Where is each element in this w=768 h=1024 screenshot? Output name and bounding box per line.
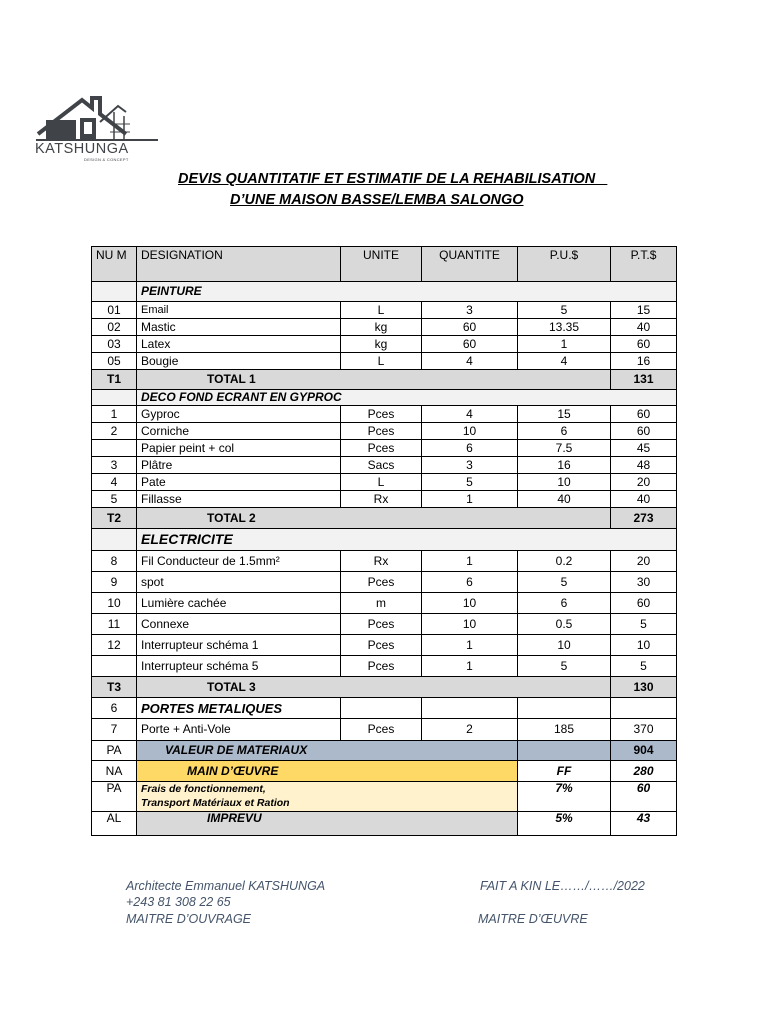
- cell-pt: 20: [611, 474, 677, 491]
- main-oeuvre-label: MAIN D’ŒUVRE: [137, 761, 518, 782]
- peinture-rows: [92, 302, 677, 370]
- cell-unite: L: [341, 353, 422, 370]
- cell-pt: 5: [611, 656, 677, 677]
- cell-num: 4: [92, 474, 137, 491]
- table-row: [92, 593, 677, 614]
- section-electricite: ELECTRICITE: [137, 529, 677, 551]
- cell-unite: kg: [341, 319, 422, 336]
- cell-num: 5: [92, 491, 137, 508]
- cell-pu: 40: [518, 491, 611, 508]
- table-row: [92, 302, 677, 319]
- cell-unite: Pces: [341, 406, 422, 423]
- cell-pu: 5: [518, 656, 611, 677]
- section-row: [92, 529, 677, 551]
- cell-unite: m: [341, 593, 422, 614]
- cell-num: 3: [92, 457, 137, 474]
- cell-pt: 15: [611, 302, 677, 319]
- cell-designation: Connexe: [137, 614, 341, 635]
- table-row: [92, 319, 677, 336]
- table-row: [92, 551, 677, 572]
- cell-num: 12: [92, 635, 137, 656]
- cell-num: 01: [92, 302, 137, 319]
- cell-designation: Mastic: [137, 319, 341, 336]
- cell-pu: 15: [518, 406, 611, 423]
- cell-pu: 10: [518, 635, 611, 656]
- cell-pt: 10: [611, 635, 677, 656]
- cell-designation: Pate: [137, 474, 341, 491]
- main-oeuvre-code: NA: [92, 761, 137, 782]
- cell-num: [92, 656, 137, 677]
- imprevu-row: [92, 812, 677, 836]
- cell-pt: 370: [611, 719, 677, 741]
- cell-quantite: 10: [422, 614, 518, 635]
- cell-pu: 6: [518, 593, 611, 614]
- total2-label: TOTAL 2: [137, 508, 611, 529]
- cell-pu: 10: [518, 474, 611, 491]
- cell-designation: Bougie: [137, 353, 341, 370]
- total1-value: 131: [611, 370, 677, 390]
- cell-pu: 1: [518, 336, 611, 353]
- cell-quantite: 6: [422, 440, 518, 457]
- total-row: [92, 370, 677, 390]
- table-row: [92, 635, 677, 656]
- cell-pu: 7.5: [518, 440, 611, 457]
- cell-pu: 185: [518, 719, 611, 741]
- cell-quantite: 1: [422, 656, 518, 677]
- cell-pt: 40: [611, 491, 677, 508]
- frais-code: PA: [92, 782, 137, 812]
- cell-pt: 40: [611, 319, 677, 336]
- frais-value: 60: [611, 782, 677, 812]
- cell-unite: L: [341, 474, 422, 491]
- frais-label-line1: Frais de fonctionnement,: [141, 783, 266, 795]
- frais-label-line2: Transport Matériaux et Ration: [141, 797, 290, 809]
- table-row: [92, 353, 677, 370]
- cell-unite: Pces: [341, 572, 422, 593]
- table-row: [92, 440, 677, 457]
- main-oeuvre-row: [92, 761, 677, 782]
- cell-quantite: 10: [422, 593, 518, 614]
- cell-pu: 5: [518, 572, 611, 593]
- table-row: [92, 474, 677, 491]
- brand-tagline: DESIGN & CONCEPT: [84, 157, 129, 162]
- total3-label: TOTAL 3: [137, 677, 611, 698]
- cell-pu: 13.35: [518, 319, 611, 336]
- cell-pt: 5: [611, 614, 677, 635]
- cell-num: 02: [92, 319, 137, 336]
- cell-unite: Rx: [341, 491, 422, 508]
- cell-pu: 0.5: [518, 614, 611, 635]
- elec-rows: [92, 551, 677, 677]
- cell-num: 10: [92, 593, 137, 614]
- section-row: [92, 282, 677, 302]
- total3-code: T3: [92, 677, 137, 698]
- cell-pt: 45: [611, 440, 677, 457]
- cell-pt: 20: [611, 551, 677, 572]
- cell-designation: Papier peint + col: [137, 440, 341, 457]
- cell-designation: Latex: [137, 336, 341, 353]
- cell-pu: 16: [518, 457, 611, 474]
- header-designation: DESIGNATION: [137, 247, 341, 282]
- cell-num: 05: [92, 353, 137, 370]
- document-title-line2: D’UNE MAISON BASSE/LEMBA SALONGO: [230, 192, 524, 208]
- materiaux-label: VALEUR DE MATERIAUX: [137, 741, 518, 761]
- cell-quantite: 60: [422, 336, 518, 353]
- cell-num: 7: [92, 719, 137, 741]
- cell-pu: 4: [518, 353, 611, 370]
- cell-pt: 48: [611, 457, 677, 474]
- cell-quantite: 2: [422, 719, 518, 741]
- cell-designation: Interrupteur schéma 5: [137, 656, 341, 677]
- table-row: [92, 656, 677, 677]
- cell-designation: Corniche: [137, 423, 341, 440]
- architect-phone: +243 81 308 22 65: [126, 895, 231, 909]
- portes-num: 6: [92, 698, 137, 719]
- main-oeuvre-value: 280: [611, 761, 677, 782]
- cell-num: 03: [92, 336, 137, 353]
- section-peinture: PEINTURE: [137, 282, 677, 302]
- cell-unite: Sacs: [341, 457, 422, 474]
- brand-name: KATSHUNGA: [35, 141, 129, 157]
- cell-unite: Pces: [341, 656, 422, 677]
- cell-unite: Rx: [341, 551, 422, 572]
- cell-quantite: 1: [422, 551, 518, 572]
- cell-num: 2: [92, 423, 137, 440]
- header-quantite: QUANTITE: [422, 247, 518, 282]
- materiaux-value: 904: [611, 741, 677, 761]
- table-row: [92, 491, 677, 508]
- section-portes: PORTES METALIQUES: [137, 698, 341, 719]
- quote-table: [91, 246, 677, 836]
- header-num: NU M: [92, 247, 137, 282]
- total-row: [92, 508, 677, 529]
- cell-pt: 30: [611, 572, 677, 593]
- cell-designation: Plâtre: [137, 457, 341, 474]
- cell-unite: Pces: [341, 635, 422, 656]
- cell-pt: 60: [611, 336, 677, 353]
- cell-unite: L: [341, 302, 422, 319]
- cell-pt: 60: [611, 406, 677, 423]
- section-row: [92, 390, 677, 406]
- cell-num: [92, 440, 137, 457]
- cell-quantite: 4: [422, 406, 518, 423]
- cell-quantite: 5: [422, 474, 518, 491]
- cell-pu: 0.2: [518, 551, 611, 572]
- cell-num: 11: [92, 614, 137, 635]
- materiaux-row: [92, 741, 677, 761]
- fait-a-kin: FAIT A KIN LE……/……/2022: [480, 879, 645, 893]
- total-row: [92, 677, 677, 698]
- cell-unite: Pces: [341, 440, 422, 457]
- cell-quantite: 4: [422, 353, 518, 370]
- frais-pu: 7%: [518, 782, 611, 812]
- cell-quantite: 1: [422, 491, 518, 508]
- cell-designation: Lumière cachée: [137, 593, 341, 614]
- cell-designation: Fillasse: [137, 491, 341, 508]
- cell-designation: Fil Conducteur de 1.5mm²: [137, 551, 341, 572]
- cell-pt: 16: [611, 353, 677, 370]
- cell-unite: Pces: [341, 423, 422, 440]
- cell-quantite: 6: [422, 572, 518, 593]
- cell-quantite: 60: [422, 319, 518, 336]
- document-title-line1: DEVIS QUANTITATIF ET ESTIMATIF DE LA REHABILISATION: [178, 171, 608, 187]
- cell-unite: Pces: [341, 614, 422, 635]
- table-row: [92, 423, 677, 440]
- header-pt: P.T.$: [611, 247, 677, 282]
- cell-designation: Email: [137, 302, 341, 319]
- imprevu-label: IMPREVU: [137, 812, 518, 836]
- main-oeuvre-pu: FF: [518, 761, 611, 782]
- cell-quantite: 3: [422, 457, 518, 474]
- cell-unite: Pces: [341, 719, 422, 741]
- section-row: [92, 698, 677, 719]
- table-row: [92, 457, 677, 474]
- cell-pt: 60: [611, 593, 677, 614]
- cell-num: 1: [92, 406, 137, 423]
- total2-code: T2: [92, 508, 137, 529]
- cell-designation: Interrupteur schéma 1: [137, 635, 341, 656]
- frais-label: [137, 782, 518, 812]
- cell-pu: 5: [518, 302, 611, 319]
- deco-rows: [92, 406, 677, 508]
- cell-designation: Porte + Anti-Vole: [137, 719, 341, 741]
- header-unite: UNITE: [341, 247, 422, 282]
- maitre-ouvrage: MAITRE D’OUVRAGE: [126, 912, 252, 926]
- maitre-oeuvre: MAITRE D’ŒUVRE: [478, 912, 588, 926]
- table-row: [92, 572, 677, 593]
- cell-designation: spot: [137, 572, 341, 593]
- architect-name: Architecte Emmanuel KATSHUNGA: [126, 879, 326, 893]
- imprevu-pu: 5%: [518, 812, 611, 836]
- cell-num: 8: [92, 551, 137, 572]
- total1-code: T1: [92, 370, 137, 390]
- cell-quantite: 3: [422, 302, 518, 319]
- cell-quantite: 1: [422, 635, 518, 656]
- table-row: [92, 336, 677, 353]
- total1-label: TOTAL 1: [137, 370, 611, 390]
- cell-num: 9: [92, 572, 137, 593]
- cell-pu: 6: [518, 423, 611, 440]
- cell-pt: 60: [611, 423, 677, 440]
- table-row: [92, 406, 677, 423]
- frais-row: [92, 782, 677, 812]
- table-header-row: [92, 247, 677, 282]
- table-row: [92, 719, 677, 741]
- total3-value: 130: [611, 677, 677, 698]
- cell-unite: kg: [341, 336, 422, 353]
- section-deco: DECO FOND ECRANT EN GYPROC: [137, 390, 677, 406]
- imprevu-code: AL: [92, 812, 137, 836]
- cell-designation: Gyproc: [137, 406, 341, 423]
- total2-value: 273: [611, 508, 677, 529]
- table-row: [92, 614, 677, 635]
- materiaux-code: PA: [92, 741, 137, 761]
- cell-quantite: 10: [422, 423, 518, 440]
- imprevu-value: 43: [611, 812, 677, 836]
- header-pu: P.U.$: [518, 247, 611, 282]
